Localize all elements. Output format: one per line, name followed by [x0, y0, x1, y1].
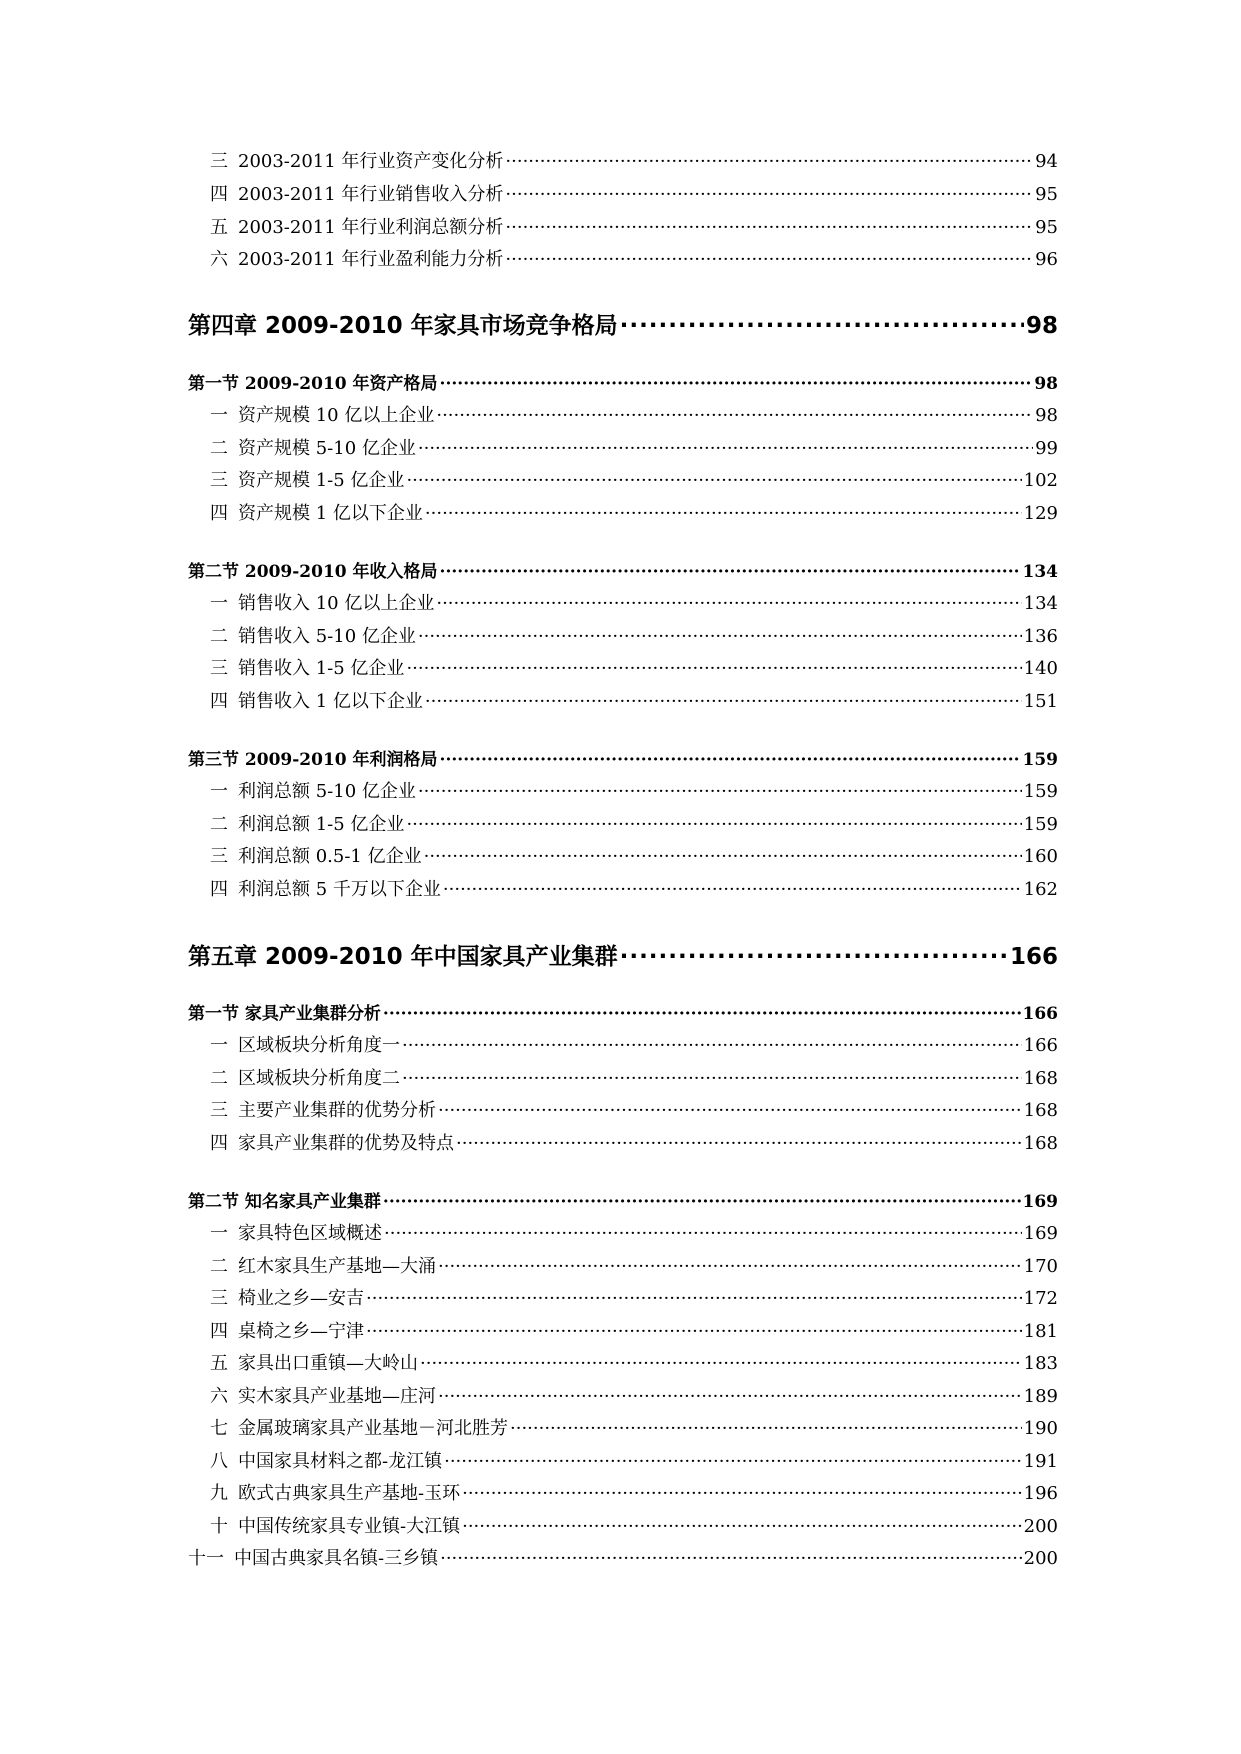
toc-page-number: 94	[1035, 151, 1058, 172]
dot-leader	[406, 814, 1021, 835]
toc-entry-title	[210, 434, 416, 460]
toc-entry[interactable]	[210, 245, 1058, 271]
toc-entry[interactable]	[210, 777, 1058, 803]
dot-leader	[384, 1223, 1022, 1244]
toc-entry-title	[210, 1219, 382, 1245]
toc-chapter-heading[interactable]	[188, 307, 1058, 340]
dot-leader	[436, 593, 1021, 614]
toc-section-heading[interactable]	[188, 1187, 1058, 1212]
toc-entry[interactable]	[210, 622, 1058, 648]
toc-page-number: 168	[1023, 1068, 1058, 1089]
toc-page-number: 99	[1035, 438, 1058, 459]
toc-page-number: 134	[1022, 562, 1058, 582]
toc-entry-title: 第二节 2009-2010 年收入格局	[188, 562, 438, 582]
toc-page-number: 159	[1022, 750, 1058, 770]
toc-entry[interactable]	[210, 875, 1058, 901]
toc-section-heading[interactable]	[188, 557, 1058, 582]
toc-page-number: 168	[1023, 1100, 1058, 1121]
toc-entry-title: 第二节 知名家具产业集群	[188, 1192, 381, 1212]
toc-entry-number: 一	[210, 781, 228, 802]
toc-page-number: 134	[1023, 593, 1058, 614]
dot-leader	[510, 1418, 1022, 1439]
toc-entry-number: 五	[210, 217, 228, 238]
toc-entry[interactable]	[210, 1031, 1058, 1057]
dot-leader	[425, 691, 1022, 712]
toc-entry[interactable]	[210, 1349, 1058, 1375]
toc-entry-number: 三	[210, 846, 228, 867]
toc-entry-title	[210, 213, 503, 239]
dot-leader	[438, 1100, 1022, 1121]
dot-leader	[438, 1386, 1022, 1407]
toc-entry-number: 十	[210, 1516, 228, 1537]
toc-entry-text: 区域板块分析角度一	[238, 1035, 400, 1056]
toc-entry-title	[210, 180, 503, 206]
dot-leader	[505, 184, 1033, 205]
toc-entry-title	[210, 401, 434, 427]
toc-page-number: 168	[1023, 1133, 1058, 1154]
toc-chapter-heading[interactable]	[188, 938, 1058, 971]
toc-page-number: 190	[1023, 1418, 1058, 1439]
toc-entry[interactable]	[210, 499, 1058, 525]
toc-entry-text: 销售收入 10 亿以上企业	[238, 593, 435, 614]
dot-leader	[505, 217, 1033, 238]
toc-page-number: 189	[1023, 1386, 1058, 1407]
dot-leader	[402, 1035, 1022, 1056]
toc-entry[interactable]	[210, 810, 1058, 836]
toc-entry-title: 第一节 2009-2010 年资产格局	[188, 374, 438, 394]
toc-page-number: 162	[1023, 879, 1058, 900]
dot-leader	[425, 503, 1022, 524]
toc-entry-number: 一	[210, 405, 228, 426]
toc-entry-text: 家具出口重镇—大岭山	[238, 1353, 418, 1374]
dot-leader	[462, 1516, 1022, 1537]
dot-leader	[505, 151, 1033, 172]
toc-entry-title	[210, 1414, 508, 1440]
toc-entry[interactable]	[210, 1447, 1058, 1473]
dot-leader	[366, 1321, 1022, 1342]
toc-entry-number: 一	[210, 1223, 228, 1244]
toc-entry-text: 利润总额 5 千万以下企业	[238, 879, 441, 900]
toc-entry-title	[210, 499, 423, 525]
toc-entry-number: 六	[210, 249, 228, 270]
toc-entry-text: 利润总额 1-5 亿企业	[238, 814, 405, 835]
toc-page-number: 183	[1023, 1353, 1058, 1374]
toc-entry-number: 四	[210, 1133, 228, 1154]
toc-entry-title	[210, 654, 404, 680]
dot-leader	[444, 1451, 1022, 1472]
toc-entry-title	[210, 777, 416, 803]
toc-page-number: 169	[1023, 1223, 1058, 1244]
toc-entry-text: 主要产业集群的优势分析	[238, 1100, 436, 1121]
dot-leader	[443, 879, 1022, 900]
toc-entry-number: 四	[210, 184, 228, 205]
toc-entry-text: 资产规模 1-5 亿企业	[238, 470, 405, 491]
dot-leader	[418, 438, 1033, 459]
toc-section-heading[interactable]	[188, 369, 1058, 394]
toc-entry-number: 三	[210, 470, 228, 491]
toc-page-number: 181	[1023, 1321, 1058, 1342]
toc-page-number: 98	[1035, 405, 1058, 426]
toc-entry-title	[210, 810, 404, 836]
toc-entry-title	[210, 875, 441, 901]
toc-entry-text: 家具特色区域概述	[238, 1223, 382, 1244]
toc-entry-text: 金属玻璃家具产业基地－河北胜芳	[238, 1418, 508, 1439]
toc-entry[interactable]	[210, 1129, 1058, 1155]
toc-entry[interactable]	[210, 1414, 1058, 1440]
toc-entry-title: 第一节 家具产业集群分析	[188, 1004, 381, 1024]
toc-page-number: 191	[1023, 1451, 1058, 1472]
toc-entry-text: 2003-2011 年行业盈利能力分析	[238, 249, 504, 270]
dot-leader	[420, 1353, 1022, 1374]
dot-leader	[505, 249, 1033, 270]
toc-entry[interactable]	[210, 1382, 1058, 1408]
toc-page-number: 169	[1022, 1192, 1058, 1212]
toc-page-number: 166	[1023, 1035, 1058, 1056]
toc-entry[interactable]	[210, 1096, 1058, 1122]
toc-entry-title	[210, 1447, 442, 1473]
toc-entry-title: 第三节 2009-2010 年利润格局	[188, 750, 438, 770]
dot-leader	[406, 470, 1021, 491]
toc-entry-text: 2003-2011 年行业利润总额分析	[238, 217, 504, 238]
toc-section-heading[interactable]	[188, 745, 1058, 770]
dot-leader	[462, 1483, 1022, 1504]
toc-entry-title	[210, 1317, 364, 1343]
toc-entry-title	[210, 1129, 454, 1155]
toc-page-number: 159	[1023, 781, 1058, 802]
toc-entry-text: 销售收入 5-10 亿企业	[238, 626, 416, 647]
toc-entry-title	[210, 1096, 436, 1122]
toc-entry-title	[210, 1252, 436, 1278]
toc-page-number: 172	[1023, 1288, 1058, 1309]
toc-entry[interactable]	[210, 687, 1058, 713]
toc-entry-number: 五	[210, 1353, 228, 1374]
toc-entry-text: 2003-2011 年行业资产变化分析	[238, 151, 504, 172]
toc-entry-number: 二	[210, 1256, 228, 1277]
toc-entry-title	[210, 622, 416, 648]
toc-entry[interactable]	[210, 213, 1058, 239]
dot-leader	[402, 1068, 1022, 1089]
toc-entry[interactable]	[210, 1064, 1058, 1090]
toc-page-number: 200	[1023, 1516, 1058, 1537]
toc-entry-title	[210, 589, 434, 615]
toc-page-number: 140	[1023, 658, 1058, 679]
toc-entry-title: 第四章 2009-2010 年家具市场竞争格局	[188, 313, 618, 339]
toc-entry-title	[210, 1349, 418, 1375]
toc-entry-text: 中国传统家具专业镇-大江镇	[238, 1516, 461, 1537]
toc-page-number: 95	[1035, 217, 1058, 238]
toc-page-number: 95	[1035, 184, 1058, 205]
dot-leader	[383, 1192, 1021, 1212]
toc-page-number: 166	[1022, 1004, 1058, 1024]
toc-entry-text: 中国家具材料之都-龙江镇	[238, 1451, 443, 1472]
toc-entry-text: 资产规模 5-10 亿企业	[238, 438, 416, 459]
toc-entry[interactable]	[210, 1252, 1058, 1278]
dot-leader	[366, 1288, 1022, 1309]
toc-entry-title	[210, 1382, 436, 1408]
toc-entry[interactable]	[210, 589, 1058, 615]
toc-entry-title	[188, 1544, 438, 1570]
toc-entry-text: 销售收入 1-5 亿企业	[238, 658, 405, 679]
dot-leader	[436, 405, 1033, 426]
toc-page-number: 159	[1023, 814, 1058, 835]
toc-entry[interactable]	[210, 401, 1058, 427]
toc-page-number: 160	[1023, 846, 1058, 867]
toc-entry[interactable]	[210, 842, 1058, 868]
toc-entry-text: 中国古典家具名镇-三乡镇	[234, 1548, 439, 1569]
toc-page-number: 98	[1025, 313, 1058, 339]
toc-page-number: 102	[1023, 470, 1058, 491]
toc-entry-number: 七	[210, 1418, 228, 1439]
toc-entry[interactable]	[210, 1219, 1058, 1245]
toc-entry[interactable]	[210, 466, 1058, 492]
toc-entry-title	[210, 147, 503, 173]
dot-leader	[440, 562, 1021, 582]
toc-entry-text: 2003-2011 年行业销售收入分析	[238, 184, 504, 205]
toc-entry-number: 二	[210, 626, 228, 647]
toc-entry-text: 家具产业集群的优势及特点	[238, 1133, 454, 1154]
toc-entry-number: 九	[210, 1483, 228, 1504]
toc-entry[interactable]	[210, 654, 1058, 680]
toc-entry-title	[210, 1031, 400, 1057]
toc-entry-title: 第五章 2009-2010 年中国家具产业集群	[188, 944, 618, 970]
toc-entry[interactable]	[210, 1512, 1058, 1538]
toc-entry-number: 二	[210, 814, 228, 835]
toc-entry-text: 桌椅之乡—宁津	[238, 1321, 364, 1342]
toc-entry-number: 一	[210, 593, 228, 614]
toc-entry-title	[210, 687, 423, 713]
toc-entry-title	[210, 466, 404, 492]
dot-leader	[418, 781, 1022, 802]
toc-entry-number: 四	[210, 1321, 228, 1342]
toc-entry[interactable]	[210, 1284, 1058, 1310]
toc-entry-number: 一	[210, 1035, 228, 1056]
toc-entry-number: 八	[210, 1451, 228, 1472]
toc-page-number: 170	[1023, 1256, 1058, 1277]
dot-leader	[620, 313, 1024, 339]
toc-entry[interactable]	[210, 1479, 1058, 1505]
toc-page-number: 136	[1023, 626, 1058, 647]
toc-entry-number: 十一	[188, 1548, 224, 1569]
toc-entry-title	[210, 1064, 400, 1090]
toc-entry-number: 四	[210, 879, 228, 900]
toc-entry-text: 红木家具生产基地—大涌	[238, 1256, 436, 1277]
toc-entry-text: 实木家具产业基地—庄河	[238, 1386, 436, 1407]
dot-leader	[440, 374, 1033, 394]
toc-entry-number: 三	[210, 658, 228, 679]
toc-entry-text: 资产规模 10 亿以上企业	[238, 405, 435, 426]
toc-entry-title	[210, 1479, 460, 1505]
toc-entry-text: 资产规模 1 亿以下企业	[238, 503, 423, 524]
toc-entry-number: 六	[210, 1386, 228, 1407]
toc-entry-text: 利润总额 5-10 亿企业	[238, 781, 416, 802]
toc-entry-number: 四	[210, 691, 228, 712]
toc-entry-title	[210, 842, 422, 868]
toc-entry[interactable]	[210, 180, 1058, 206]
toc-entry-title	[210, 245, 503, 271]
toc-page-number: 151	[1023, 691, 1058, 712]
toc-page-number: 98	[1034, 374, 1058, 394]
dot-leader	[440, 750, 1021, 770]
toc-page-number: 166	[1009, 944, 1058, 970]
dot-leader	[438, 1256, 1022, 1277]
toc-entry[interactable]	[210, 434, 1058, 460]
toc-entry-number: 二	[210, 1068, 228, 1089]
toc-section-heading[interactable]	[188, 999, 1058, 1024]
dot-leader	[456, 1133, 1022, 1154]
toc-entry-number: 三	[210, 1100, 228, 1121]
toc-entry[interactable]	[210, 147, 1058, 173]
dot-leader	[620, 944, 1008, 970]
toc-page-number: 196	[1023, 1483, 1058, 1504]
toc-page-number: 200	[1023, 1548, 1058, 1569]
toc-entry-number: 三	[210, 1288, 228, 1309]
toc-entry[interactable]	[210, 1317, 1058, 1343]
toc-entry[interactable]	[188, 1544, 1058, 1570]
toc-entry-text: 销售收入 1 亿以下企业	[238, 691, 423, 712]
toc-entry-text: 欧式古典家具生产基地-玉环	[238, 1483, 461, 1504]
toc-entry-number: 二	[210, 438, 228, 459]
dot-leader	[406, 658, 1021, 679]
toc-entry-text: 区域板块分析角度二	[238, 1068, 400, 1089]
dot-leader	[383, 1004, 1021, 1024]
toc-entry-number: 三	[210, 151, 228, 172]
dot-leader	[424, 846, 1022, 867]
toc-entry-number: 四	[210, 503, 228, 524]
toc-entry-text: 利润总额 0.5-1 亿企业	[238, 846, 422, 867]
dot-leader	[440, 1548, 1022, 1569]
toc-page-number: 129	[1023, 503, 1058, 524]
toc-entry-title	[210, 1284, 364, 1310]
toc-entry-title	[210, 1512, 460, 1538]
toc-page-number: 96	[1035, 249, 1058, 270]
toc-entry-text: 椅业之乡—安吉	[238, 1288, 364, 1309]
dot-leader	[418, 626, 1022, 647]
